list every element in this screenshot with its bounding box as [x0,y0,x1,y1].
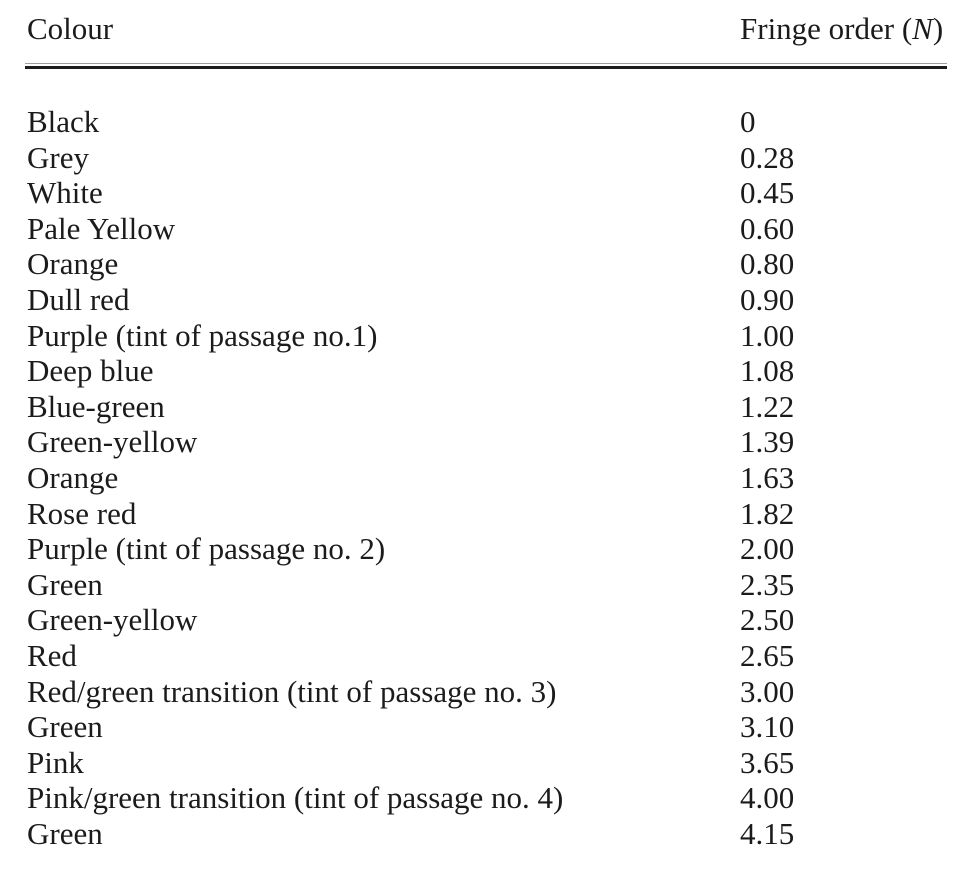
table-row [27,816,962,852]
colour-cell: Red/green transition (tint of passage no. 3) [27,673,557,709]
colour-cell: Blue-green [27,388,165,424]
fringe-order-cell: 0.60 [740,210,795,246]
fringe-order-cell: 3.10 [740,709,795,745]
table-row [27,780,962,816]
fringe-order-cell: 2.00 [740,531,795,567]
table-row [27,460,962,496]
table-row [27,496,962,532]
colour-cell: Orange [27,246,119,282]
colour-cell: Red [27,637,77,673]
fringe-order-cell: 4.15 [740,815,795,851]
table-row [27,211,962,247]
fringe-order-cell: 1.00 [740,317,795,353]
table-row [27,709,962,745]
column-header-colour: Colour [27,11,114,46]
fringe-order-cell: 1.22 [740,388,795,424]
fringe-order-cell: 1.08 [740,353,795,389]
fringe-order-cell: 2.50 [740,602,795,638]
fringe-order-cell: 0.28 [740,139,795,175]
colour-cell: Green [27,815,103,851]
table-header-row [27,11,962,47]
colour-cell: Rose red [27,495,137,531]
table-row [27,318,962,354]
colour-cell: White [27,175,103,211]
fringe-order-cell: 1.39 [740,424,795,460]
table-row [27,246,962,282]
table-row [27,104,962,140]
colour-cell: Black [27,104,100,139]
fringe-order-cell: 2.35 [740,566,795,602]
fringe-order-label-prefix: Fringe order ( [740,11,913,46]
colour-cell: Purple (tint of passage no. 2) [27,531,386,567]
colour-cell: Pink [27,744,84,780]
colour-cell: Green-yellow [27,424,198,460]
column-header-fringe-order [740,11,943,47]
fringe-order-cell: 2.65 [740,637,795,673]
table-row [27,389,962,425]
table-row [27,531,962,567]
fringe-order-cell: 4.00 [740,780,795,816]
table-row [27,745,962,781]
fringe-order-cell: 3.00 [740,673,795,709]
colour-cell: Green [27,566,103,602]
table-row [27,674,962,710]
table-row [27,567,962,603]
colour-cell: Purple (tint of passage no.1) [27,317,378,353]
fringe-order-symbol: N [912,11,933,46]
fringe-order-cell: 1.63 [740,459,795,495]
table-row [27,175,962,211]
header-rule [25,66,947,69]
fringe-order-cell: 0.45 [740,175,795,211]
table-row [27,602,962,638]
colour-cell: Deep blue [27,353,154,389]
colour-cell: Green [27,709,103,745]
fringe-order-label-suffix: ) [932,11,944,46]
table-row [27,424,962,460]
colour-cell: Dull red [27,281,130,317]
colour-cell: Orange [27,459,119,495]
table-row [27,353,962,389]
colour-cell: Pink/green transition (tint of passage no. 4) [27,780,564,816]
fringe-order-cell: 1.82 [740,495,795,531]
fringe-order-cell: 0.80 [740,246,795,282]
table-body [27,104,962,851]
table-row [27,282,962,318]
table-row [27,140,962,176]
fringe-order-cell: 0 [740,104,756,139]
table-row [27,638,962,674]
colour-cell: Grey [27,139,89,175]
fringe-order-cell: 3.65 [740,744,795,780]
fringe-order-cell: 0.90 [740,281,795,317]
colour-cell: Pale Yellow [27,210,176,246]
colour-cell: Green-yellow [27,602,198,638]
